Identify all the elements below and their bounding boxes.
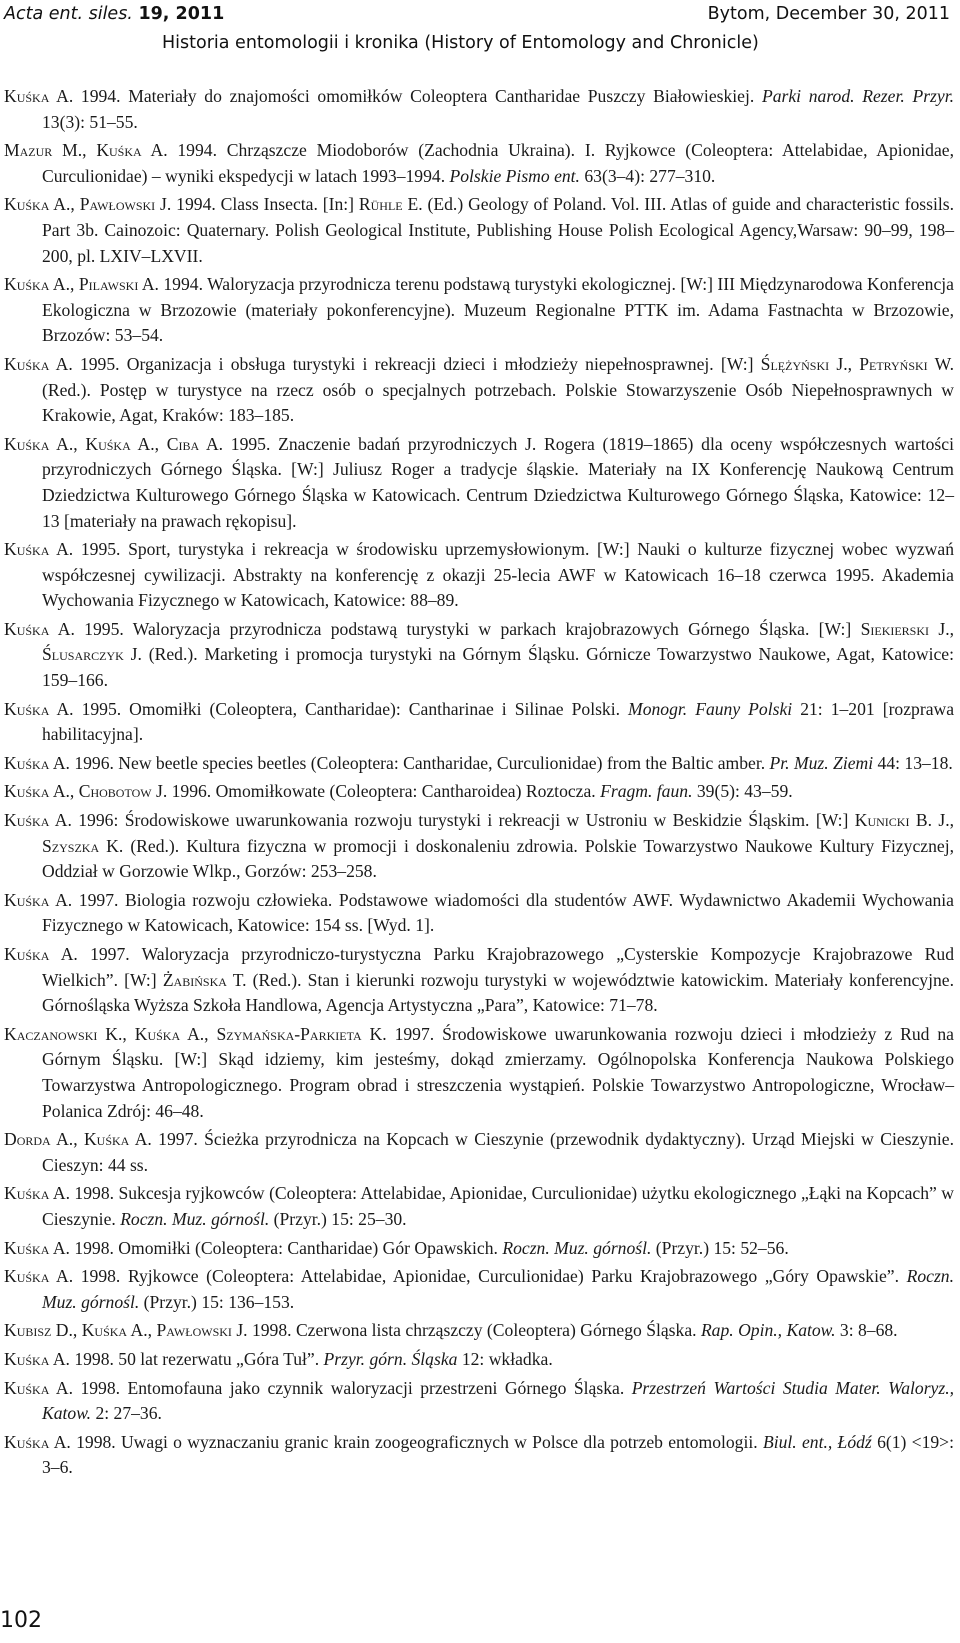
reference-text: A. 1994. Chrząszcze Miodoborów (Zachodnia Ukraina). I. Ryjkowce (Coleoptera: Attelabidae, Apionidae, Curculionidae) – wyniki ekspedycji w latach 1993–1994. [42,140,954,186]
author-name: Kuśka [134,1023,181,1044]
reference-text: A. 1998. Entomofauna jako czynnik waloryzacji przestrzeni Górnego Śląska. [49,1377,632,1398]
reference-text: K. (Red.). Kultura fizyczna w promocji i doskonaleniu zdrowia. Polskie Towarzystwo Naukowe Kultury Fizycznej, Oddział w Gorzowie Wlkp., Gorzów: 253–258. [42,835,954,882]
author-name: Kuśka [4,1377,50,1398]
journal-abbrev: Roczn. Muz. górnośl. [502,1237,652,1258]
author-name: Kuśka [83,1129,130,1150]
reference-entry [4,192,954,269]
reference-entry [4,1127,954,1178]
reference-text: A. 1995. Omomiłki (Coleoptera, Cantharidae): Cantharinae i Silinae Polski. [49,698,629,719]
journal-abbrev: Roczn. Muz. górnośl. [120,1208,270,1229]
reference-entry [4,1236,954,1262]
author-name: Kaczanowski [4,1023,98,1044]
author-name: Kuśka [4,539,50,560]
journal-abbrev: Przestrzeń Wartości Studia Mater. Waloryz., Katow. [42,1377,954,1424]
page-header [0,0,960,70]
author-name: Ciba [166,433,200,454]
reference-text: A. 1994. Waloryzacja przyrodnicza terenu podstawą turystyki ekologicznej. [W:] III Międzynarodowa Konferencja Ekologiczna w Brzozowie (materiały pokonferencyjne). Muzeum Regionalne PTTK im. Adama Fastnachta w Brzozowie, Brzozów: 53–54. [42,274,954,346]
author-name: Kuśka [4,698,50,719]
author-name: Kuśka [4,194,50,215]
reference-entry [4,138,954,189]
author-name: Pawłowski [156,1320,232,1341]
author-name: Ślężyński [760,353,830,374]
reference-text: 12: wkładka. [457,1348,553,1369]
reference-text: A., [127,1320,157,1341]
reference-text: A. 1994. Materiały do znajomości omomiłków Coleoptera Cantharidae Puszczy Białowieskiej. [49,86,762,106]
author-name: Rühle [358,194,403,215]
reference-text: (Przyr.) 15: 52–56. [651,1237,789,1258]
author-name: Szymańska-Parkieta [216,1023,362,1044]
journal-abbrev: Roczn. Muz. górnośl. [42,1266,954,1312]
reference-entry [4,432,954,534]
author-name: Kubisz [4,1320,52,1341]
reference-text: A., [180,1023,217,1044]
reference-text: J., [929,618,955,639]
author-name: Kuśka [4,1431,50,1452]
reference-entry [4,272,954,349]
author-name: Kuśka [4,618,50,639]
author-name: Kunicki [854,810,910,831]
reference-text: A., [50,1129,84,1150]
author-name: Kuśka [4,889,50,910]
journal-name: Acta ent. siles. [4,4,133,24]
journal-abbrev: Fragm. faun. [600,781,693,802]
author-name: Kuśka [4,810,50,831]
reference-entry [4,808,954,885]
reference-text: J. 1998. Czerwona lista chrząszczy (Coleoptera) Górnego Śląska. [231,1320,701,1341]
author-name: Mazur [4,140,53,161]
reference-entry [4,751,954,777]
reference-entry [4,1264,954,1315]
author-name: Kuśka [4,353,50,374]
page-number: 102 [0,1608,42,1633]
reference-text: A. 1998. Omomiłki (Coleoptera: Cantharidae) Gór Opawskich. [49,1237,503,1258]
reference-text: A. 1997. Waloryzacja przyrodniczo-turystyczna Parku Krajobrazowego „Cysterskie Kompozycje Krajobrazowe Rud Wielkich”. [W:] [42,944,954,990]
reference-entry [4,537,954,614]
reference-text: E. (Ed.) Geology of Poland. Vol. III. Atlas of guide and characteristic fossils. Part 3b. Cainozoic: Quaternary. Polish Geological Institute, Publishing House Polish Ecological Agency,Warsaw: 90–99, 198–200, pl. LXIV–LXVII. [42,194,954,266]
author-name: Pilawski [78,274,139,295]
reference-text: A. 1995. Sport, turystyka i rekreacja w środowisku uprzemysłowionym. [W:] Nauki o kulturze fizycznej wobec wyzwań współczesnej cywilizacji. Abstrakty na konferencję z okazji 25-lecia AWF w Katowicach 16–18 czerwca 1995. Akademia Wychowania Fizycznego w Katowicach, Katowice: 88–89. [42,539,954,611]
reference-entry [4,1430,954,1481]
reference-entry [4,697,954,748]
reference-entry [4,352,954,429]
reference-text: A., [49,194,80,215]
reference-text: J. 1994. Class Insecta. [In:] [155,194,359,215]
author-name: Kuśka [4,944,50,964]
reference-entry [4,84,954,135]
reference-entry [4,1181,954,1232]
author-name: Kuśka [4,781,50,802]
journal-volume: 19, 2011 [138,4,225,24]
reference-text: A. 1995. Waloryzacja przyrodnicza podstawą turystyki w parkach krajobrazowych Górnego Śląska. [W:] [49,618,861,639]
reference-text: A. 1997. Biologia rozwoju człowieka. Podstawowe wiadomości dla studentów AWF. Wydawnictwo Akademii Wychowania Fizycznego w Katowicach, Katowice: 154 ss. [Wyd. 1]. [42,889,954,936]
reference-text: D., [51,1320,82,1341]
author-name: Dorda [4,1129,51,1150]
journal-abbrev: Biul. ent., Łódź [762,1431,872,1452]
journal-abbrev: Parki narod. Rezer. Przyr. [761,86,954,106]
reference-text: M., [52,140,97,161]
author-name: Pawłowski [79,194,156,215]
reference-text: 6(1) <19>: 3–6. [42,1431,954,1478]
author-name: Kuśka [4,1237,50,1258]
reference-text: A. 1996: Środowiskowe uwarunkowania rozwoju turystyki i rekreacji w Ustroniu w Beskidzie Śląskim. [W:] [49,810,855,831]
author-name: Kuśka [4,1266,50,1287]
reference-list [4,84,954,1484]
reference-text: A. 1998. Sukcesja ryjkowców (Coleoptera: Attelabidae, Apionidae, Curculionidae) użytku ekologicznego „Łąki na Kopcach” w Cieszynie. [42,1183,954,1229]
journal-title [4,4,224,24]
reference-text: (Przyr.) 15: 25–30. [269,1208,407,1229]
reference-text: 13(3): 51–55. [42,111,138,132]
reference-entry [4,617,954,694]
reference-text: 44: 13–18. [873,752,953,773]
reference-text: 63(3–4): 277–310. [579,165,716,186]
author-name: Kuśka [4,274,50,295]
reference-text: W. (Red.). Postęp w turystyce na rzecz osób o specjalnych potrzebach. Polskie Stowarzyszenie Osób Niepełnosprawnych w Krakowie, Agat, Kraków: 183–185. [42,353,954,426]
reference-text: J. 1996. Omomiłkowate (Coleoptera: Cantharoidea) Roztocza. [151,781,601,802]
reference-entry [4,1318,954,1344]
reference-text: 39(5): 43–59. [692,781,793,802]
reference-text: A. 1998. Ryjkowce (Coleoptera: Attelabidae, Apionidae, Curculionidae) Parku Krajobrazowego „Góry Opawskie”. [49,1266,907,1287]
journal-abbrev: Monogr. Fauny Polski [628,698,793,719]
reference-text: A., [49,433,86,454]
reference-text: A., [49,274,79,295]
reference-text: A. 1998. 50 lat rezerwatu „Góra Tuł”. [49,1348,324,1369]
reference-text: K., [97,1023,135,1044]
author-name: Kuśka [96,140,142,161]
author-name: Kuśka [4,752,50,773]
reference-text: 2: 27–36. [91,1403,162,1424]
author-name: Szyszka [42,835,100,856]
author-name: Kuśka [85,433,131,454]
author-name: Chobotow [78,781,152,802]
reference-entry [4,779,954,805]
reference-text: A., [130,433,167,454]
reference-text: A. 1996. New beetle species beetles (Coleoptera: Cantharidae, Curculionidae) from the Baltic amber. [49,752,770,773]
reference-entry [4,1022,954,1124]
author-name: Żabińska [162,969,227,990]
author-name: Kuśka [4,433,50,454]
reference-text: A. 1997. Ścieżka przyrodnicza na Kopcach w Cieszynie (przewodnik dydaktyczny). Urząd Miejski w Cieszynie. Cieszyn: 44 ss. [42,1129,954,1175]
reference-text: K. 1997. Środowiskowe uwarunkowania rozwoju dzieci i młodzieży z Rud na Górnym Śląsku. [W:] Skąd idziemy, kim jesteśmy, dokąd zmierzamy. Ogólnopolska Konferencja Naukowa Polskiego Towarzystwa Antropologicznego. Program obrad i streszczenia wystąpień. Polskie Towarzystwo Antropologiczne, Wrocław–Polanica Zdrój: 46–48. [42,1023,954,1121]
reference-text: A. 1995. Organizacja i obsługa turystyki i rekreacji dzieci i młodzieży niepełnosprawnej. [W:] [49,353,761,374]
reference-entry [4,1347,954,1373]
reference-text: J. (Red.). Marketing i promocja turystyki na Górnym Śląsku. Górnicze Towarzystwo Naukowe, Agat, Katowice: 159–166. [42,644,954,691]
journal-abbrev: Przyr. górn. Śląska [323,1348,458,1369]
reference-text: (Przyr.) 15: 136–153. [139,1291,295,1312]
journal-abbrev: Pr. Muz. Ziemi [769,752,874,773]
reference-entry [4,888,954,939]
author-name: Petryński [859,353,928,374]
author-name: Kuśka [4,1183,50,1204]
reference-text: B. J., [909,810,954,831]
author-name: Kuśka [4,1348,50,1369]
journal-abbrev: Polskie Pismo ent. [449,165,580,186]
reference-text: T. (Red.). Stan i kierunki rozwoju turystyki w województwie katowickim. Materiały konferencyjne. Górnośląska Wyższa Szkoła Handlowa, Agencja Artystyczna „Para”, Katowice: 71–78. [42,969,954,1016]
reference-text: J., [829,353,860,374]
reference-text: A., [49,781,79,802]
reference-entry [4,1376,954,1427]
reference-text: 3: 8–68. [835,1320,898,1341]
reference-entry [4,942,954,1019]
reference-text: 21: 1–201 [rozprawa habilitacyjna]. [42,698,955,745]
author-name: Kuśka [4,86,50,106]
reference-text: A. 1998. Uwagi o wyznaczaniu granic krain zoogeograficznych w Polsce dla potrzeb entomologii. [49,1431,763,1452]
author-name: Ślusarczyk [42,644,124,665]
reference-text: A. 1995. Znaczenie badań przyrodniczych J. Rogera (1819–1865) dla oceny współczesnych wartości przyrodniczych Górnego Śląska. [W:] Juliusz Roger a tradycje śląskie. Materiały na IX Konferencję Naukową Centrum Dziedzictwa Kulturowego Górnego Śląska w Katowicach. Centrum Dziedzictwa Kulturowego Górnego Śląska, Katowice: 12–13 [materiały na prawach rękopisu]. [42,433,954,531]
author-name: Siekierski [860,618,930,639]
journal-abbrev: Rap. Opin., Katow. [700,1320,836,1341]
author-name: Kuśka [81,1320,128,1341]
publication-date: Bytom, December 30, 2011 [707,4,950,24]
section-title: Historia entomologii i kronika (History of Entomology and Chronicle) [162,33,759,53]
